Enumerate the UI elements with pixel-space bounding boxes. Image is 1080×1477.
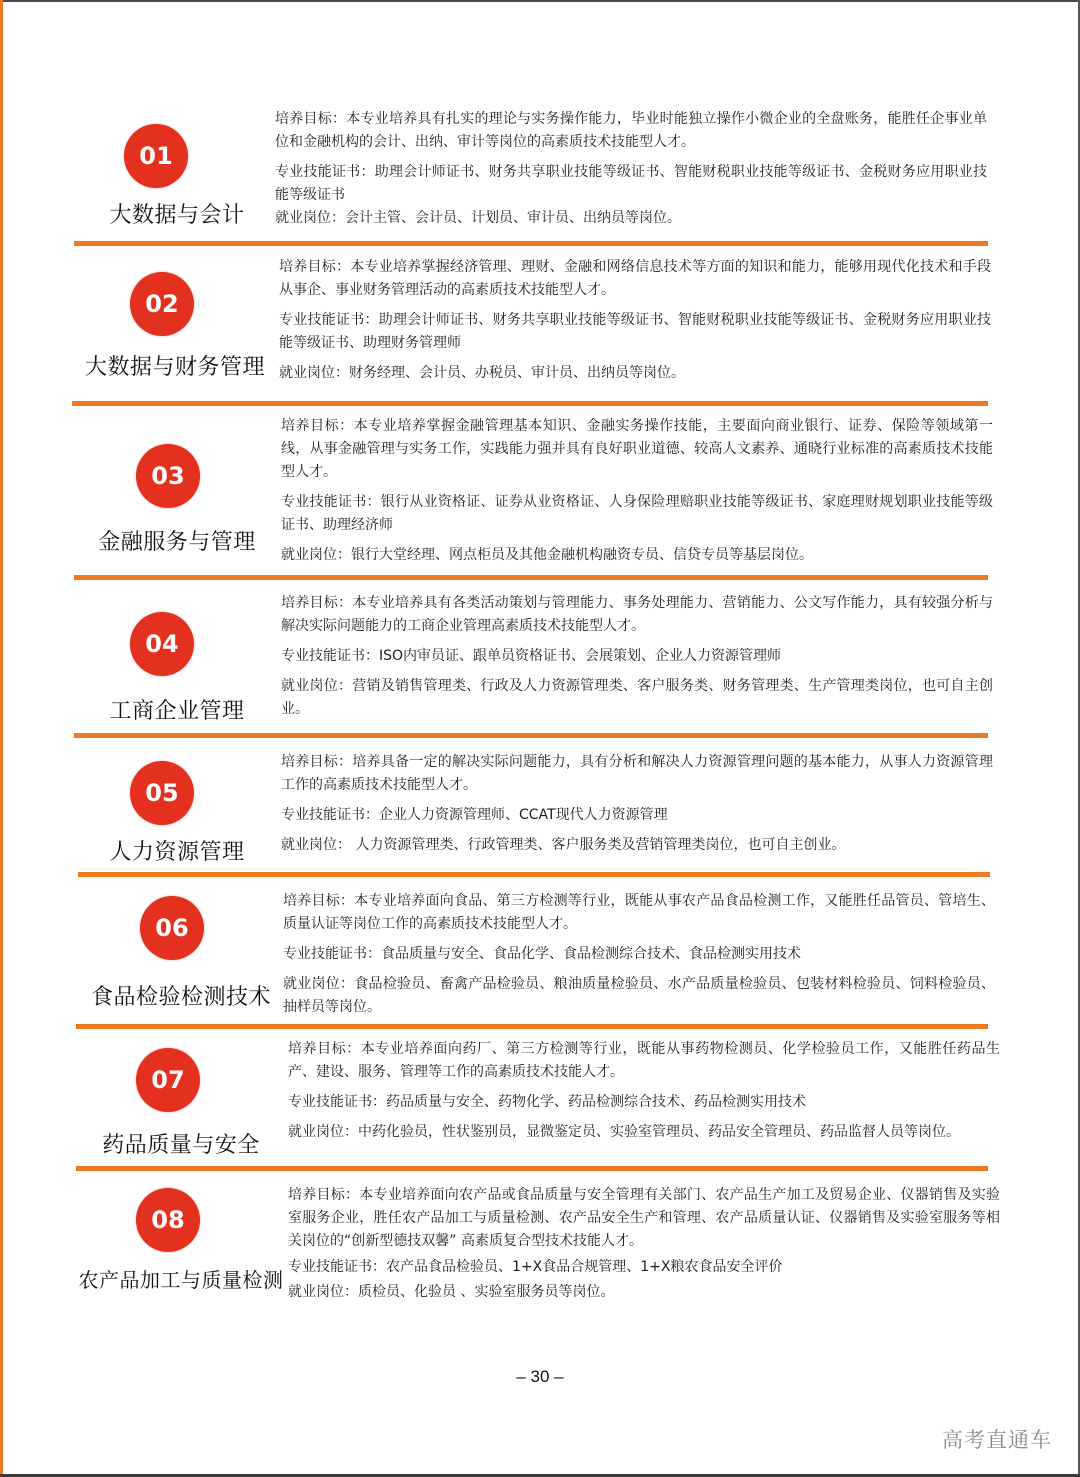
major-title: 工商企业管理 — [109, 699, 245, 724]
page-accent-left-edge — [0, 0, 3, 1477]
skill-certificates: 专业技能证书：食品质量与安全、食品化学、食品检测综合技术、食品检测实用技术 — [283, 946, 801, 962]
major-header — [72, 108, 282, 238]
employment-positions: 就业岗位：质检员、化验员 、实验室服务员等岗位。 — [288, 1284, 615, 1300]
skill-certificates: 专业技能证书：农产品食品检验员、1+X食品合规管理、1+X粮农食品安全评价 — [288, 1259, 783, 1275]
major-section-03 — [72, 415, 994, 575]
major-details — [283, 890, 995, 1026]
watermark: 高考直通车 — [942, 1428, 1052, 1452]
number-badge: 02 — [130, 272, 194, 336]
number-badge: 03 — [136, 444, 200, 508]
major-section-02 — [72, 256, 990, 396]
employment-positions: 就业岗位：会计主管、会计员、计划员、审计员、出纳员等岗位。 — [275, 210, 681, 226]
number-badge: 04 — [130, 612, 194, 676]
section-divider — [78, 872, 990, 877]
major-header — [72, 415, 282, 575]
section-divider — [76, 1166, 988, 1171]
number-badge: 06 — [140, 896, 204, 960]
major-details — [281, 592, 993, 728]
skill-certificates: 专业技能证书：药品质量与安全、药物化学、药品检测综合技术、药品检测实用技术 — [288, 1094, 806, 1110]
major-details — [281, 751, 993, 864]
employment-positions: 就业岗位：财务经理、会计员、办税员、审计员、出纳员等岗位。 — [279, 365, 685, 381]
number-badge: 07 — [136, 1048, 200, 1112]
major-header — [72, 592, 282, 732]
training-goal: 培养目标：本专业培养掌握经济管理、理财、金融和网络信息技术等方面的知识和能力，能够用现代化技术和手段从事企、事业财务管理活动的高素质技术技能型人才。 — [279, 259, 992, 298]
number-badge: 05 — [130, 761, 194, 825]
training-goal: 培养目标：本专业培养面向药厂、第三方检测等行业，既能从事药物检测员、化学检验员工作，又能胜任药品生产、建设、服务、管理等工作的高素质技术技能人才。 — [288, 1041, 1001, 1080]
skill-certificates: 专业技能证书：助理会计师证书、财务共享职业技能等级证书、智能财税职业技能等级证书、金税财务应用职业技能等级证书、助理财务管理师 — [279, 312, 992, 351]
major-section-04 — [72, 592, 994, 732]
major-section-01 — [72, 108, 990, 238]
training-goal: 培养目标：本专业培养面向食品、第三方检测等行业，既能从事农产品食品检测工作，又能胜任品管员、管培生、质量认证等岗位工作的高素质技术技能型人才。 — [283, 893, 996, 932]
employment-positions: 就业岗位：食品检验员、畜禽产品检验员、粮油质量检验员、水产品质量检验员、包装材料检验员、饲料检验员、抽样员等岗位。 — [283, 976, 996, 1015]
major-header — [72, 890, 282, 1025]
major-section-06 — [72, 890, 996, 1025]
skill-certificates: 专业技能证书：企业人力资源管理师、CCAT现代人力资源管理 — [281, 807, 668, 823]
major-header — [72, 256, 282, 396]
training-goal: 培养目标：本专业培养具有扎实的理论与实务操作能力，毕业时能独立操作小微企业的全盘账务，能胜任企事业单位和金融机构的会计、出纳、审计等岗位的高素质技术技能型人才。 — [275, 111, 988, 150]
number-badge: 01 — [124, 124, 188, 188]
section-divider — [74, 241, 988, 246]
major-header — [72, 1038, 282, 1168]
major-title: 药品质量与安全 — [102, 1133, 260, 1158]
major-section-07 — [72, 1038, 1001, 1168]
major-title: 人力资源管理 — [109, 840, 245, 865]
section-divider — [76, 1024, 988, 1029]
major-details — [281, 415, 993, 574]
page-border-top — [0, 0, 1080, 2]
major-section-08 — [72, 1184, 1001, 1314]
page-number: – 30 – — [516, 1367, 564, 1386]
major-title: 金融服务与管理 — [98, 530, 256, 555]
employment-positions: 就业岗位：中药化验员，性状鉴别员，显微鉴定员、实验室管理员、药品安全管理员、药品监督人员等岗位。 — [288, 1124, 960, 1140]
training-goal: 培养目标：培养具备一定的解决实际问题能力，具有分析和解决人力资源管理问题的基本能力，从事人力资源管理工作的高素质技术技能型人才。 — [281, 754, 994, 793]
major-details — [288, 1184, 1000, 1311]
major-header — [72, 1184, 282, 1314]
skill-certificates: 专业技能证书：ISO内审员证、跟单员资格证书、会展策划、企业人力资源管理师 — [281, 648, 782, 664]
skill-certificates: 专业技能证书：助理会计师证书、财务共享职业技能等级证书、智能财税职业技能等级证书、金税财务应用职业技能等级证书 — [275, 164, 988, 203]
major-details — [275, 108, 987, 237]
major-title: 农产品加工与质量检测 — [78, 1268, 284, 1292]
major-details — [279, 256, 991, 392]
employment-positions: 就业岗位：银行大堂经理、网点柜员及其他金融机构融资专员、信贷专员等基层岗位。 — [281, 547, 813, 563]
employment-positions: 就业岗位：营销及销售管理类、行政及人力资源管理类、客户服务类、财务管理类、生产管理类岗位，也可自主创业。 — [281, 678, 994, 717]
major-title: 大数据与财务管理 — [84, 355, 265, 380]
major-details — [288, 1038, 1000, 1151]
training-goal: 培养目标：本专业培养具有各类活动策划与管理能力、事务处理能力、营销能力、公文写作能力，具有较强分析与解决实际问题能力的工商企业管理高素质技术技能型人才。 — [281, 595, 994, 634]
employment-positions: 就业岗位： 人力资源管理类、行政管理类、客户服务类及营销管理类岗位，也可自主创业。 — [281, 837, 846, 853]
skill-certificates: 专业技能证书：银行从业资格证、证券从业资格证、人身保险理赔职业技能等级证书、家庭理财规划职业技能等级证书、助理经济师 — [281, 494, 994, 533]
major-header — [72, 751, 282, 871]
section-divider — [72, 401, 988, 406]
section-divider — [74, 575, 988, 580]
section-divider — [74, 733, 988, 738]
training-goal: 培养目标：本专业培养面向农产品或食品质量与安全管理有关部门、农产品生产加工及贸易企业、仪器销售及实验室服务企业，胜任农产品加工与质量检测、农产品安全生产和管理、农产品质量认证、仪器销售及实验室服务等相关岗位的“创新型德技双馨” 高素质复合型技术技能人才。 — [288, 1187, 1001, 1249]
number-badge: 08 — [136, 1188, 200, 1252]
training-goal: 培养目标：本专业培养掌握金融管理基本知识、金融实务操作技能，主要面向商业银行、证券、保险等领域第一线，从事金融管理与实务工作，实践能力强并具有良好职业道德、较高人文素养、通晓行业标准的高素质技术技能型人才。 — [281, 418, 994, 480]
major-section-05 — [72, 751, 994, 871]
major-title: 大数据与会计 — [109, 203, 245, 228]
major-title: 食品检验检测技术 — [90, 985, 271, 1010]
